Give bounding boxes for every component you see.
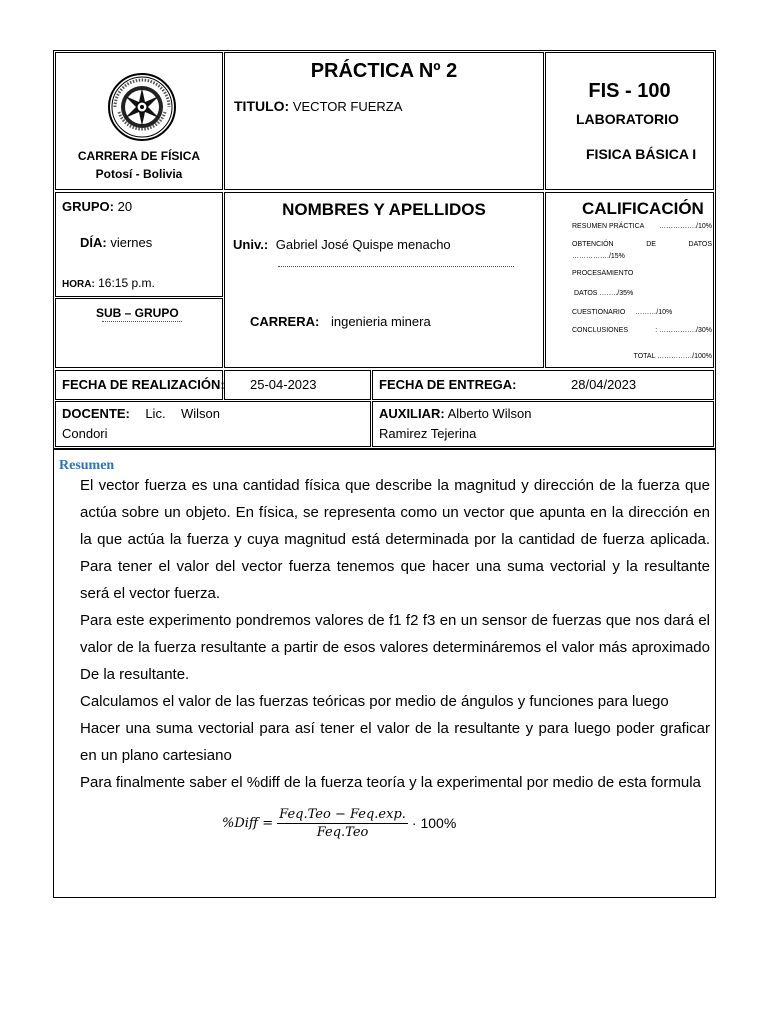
course-name: FISICA BÁSICA I bbox=[586, 146, 697, 162]
entrega-value: 28/04/2023 bbox=[571, 377, 637, 392]
grade-de-label: DE bbox=[646, 241, 656, 248]
docente-value-2: Condori bbox=[62, 426, 108, 441]
resumen-paragraph-2 bbox=[80, 553, 710, 607]
diff-formula bbox=[222, 803, 456, 843]
auxiliar-value: Alberto Wilson bbox=[447, 406, 532, 421]
grade-conclusiones-label: CONCLUSIONES bbox=[572, 327, 629, 334]
entrega-label: FECHA DE ENTREGA: bbox=[379, 377, 517, 392]
grupo-line bbox=[62, 199, 132, 214]
docente-line bbox=[62, 406, 220, 421]
formula-lhs: %Diff = bbox=[222, 815, 274, 831]
formula-denominator: Feq.Teo bbox=[316, 824, 369, 840]
course-code: FIS - 100 bbox=[588, 80, 671, 102]
resumen-p1: El vector fuerza es una cantidad física que describe la magnitud y dirección de la fuerza que actúa sobre un objeto. En física, se representa como un vector que apunta en la dirección en la que actúa la fuerza y cuya magnitud está determinada por la cantidad de fuerza aplicada. bbox=[80, 477, 710, 548]
formula-rhs: · 100% bbox=[411, 815, 457, 831]
grade-total: TOTAL ……………/100% bbox=[633, 353, 712, 360]
resumen-p5: Hacer una suma vectorial para así tener el valor de la resultante y para luego poder graficar en un plano cartesiano bbox=[80, 720, 710, 764]
auxiliar-line bbox=[379, 406, 531, 421]
univ-label: Univ.: bbox=[233, 237, 269, 252]
carrera-value: ingenieria minera bbox=[330, 314, 431, 329]
dia-label: DÍA: bbox=[80, 235, 107, 250]
univ-dots bbox=[278, 266, 514, 267]
docente-value: Lic. Wilson bbox=[145, 406, 220, 421]
institution-name: CARRERA DE FÍSICA bbox=[77, 149, 201, 163]
resumen-p2: Para tener el valor del vector fuerza tenemos que hacer una suma vectorial y la resultante será el vector fuerza. bbox=[80, 558, 710, 602]
grade-resumen-score: ……………./10% bbox=[659, 223, 712, 230]
formula-fraction bbox=[277, 807, 408, 840]
hora-value: 16:15 p.m. bbox=[98, 276, 155, 290]
resumen-paragraph-6 bbox=[80, 769, 710, 796]
dia-value: viernes bbox=[110, 235, 153, 250]
resumen-paragraph-5 bbox=[80, 715, 710, 769]
subgrupo-dots bbox=[102, 321, 182, 322]
grade-cuestionario-label: CUESTIONARIO bbox=[572, 309, 626, 316]
carrera-line bbox=[250, 314, 431, 329]
grade-conclusiones bbox=[572, 326, 712, 335]
univ-value: Gabriel José Quispe menacho bbox=[275, 237, 451, 252]
grade-cuestionario bbox=[572, 308, 712, 317]
resumen-paragraph-1a bbox=[80, 472, 710, 553]
section-separator bbox=[53, 448, 716, 450]
realizacion-label: FECHA DE REALIZACIÓN: bbox=[62, 377, 225, 392]
grade-datos: DATOS ……../35% bbox=[574, 290, 634, 297]
student-heading: NOMBRES Y APELLIDOS bbox=[282, 200, 486, 219]
grade-obtencion bbox=[572, 240, 712, 249]
hora-line bbox=[62, 276, 155, 290]
dia-line bbox=[80, 235, 152, 250]
resumen-paragraph-4 bbox=[80, 688, 710, 715]
grupo-label: GRUPO: bbox=[62, 199, 114, 214]
titulo-label: TITULO: bbox=[234, 98, 290, 114]
hora-label: HORA: bbox=[62, 279, 95, 290]
practice-title: PRÁCTICA Nº 2 bbox=[310, 60, 458, 82]
resumen-paragraph-3 bbox=[80, 607, 710, 688]
titulo-value: VECTOR FUERZA bbox=[292, 99, 403, 114]
grade-datos-label: DATOS bbox=[688, 241, 712, 248]
grade-cuestionario-score: ………/10% bbox=[635, 309, 673, 316]
formula-numerator: Feq.Teo − Feq.exp. bbox=[279, 806, 406, 822]
auxiliar-label: AUXILIAR: bbox=[379, 406, 445, 421]
subgrupo-label: SUB – GRUPO bbox=[96, 306, 179, 320]
university-seal-icon bbox=[107, 72, 177, 142]
grade-obtencion-score: ……………./15% bbox=[572, 253, 625, 260]
institution-location: Potosí - Bolivia bbox=[95, 167, 183, 181]
resumen-heading: Resumen bbox=[59, 458, 115, 473]
resumen-p6: Para finalmente saber el %diff de la fuerza teoría y la experimental por medio de esta formula bbox=[80, 774, 701, 791]
grade-resumen-label: RESUMEN PRÁCTICA bbox=[572, 223, 645, 230]
grading-heading: CALIFICACIÓN bbox=[582, 199, 704, 218]
titulo-line bbox=[234, 98, 402, 114]
docente-label: DOCENTE: bbox=[62, 406, 130, 421]
univ-line bbox=[233, 237, 451, 252]
resumen-p4: Calculamos el valor de las fuerzas teóricas por medio de ángulos y funciones para luego bbox=[80, 693, 669, 710]
course-type: LABORATORIO bbox=[576, 111, 679, 127]
grade-procesamiento: PROCESAMIENTO bbox=[572, 270, 634, 277]
resumen-p3: Para este experimento pondremos valores de f1 f2 f3 en un sensor de fuerzas que nos dará el valor de la fuerza resultante a partir de esos valores determináremos el valor más aproximado De la resultante. bbox=[80, 612, 710, 683]
carrera-label: CARRERA: bbox=[250, 314, 320, 329]
grade-conclusiones-score: : ……………./30% bbox=[655, 327, 712, 334]
auxiliar-value-2: Ramirez Tejerina bbox=[379, 426, 477, 441]
grade-resumen bbox=[572, 222, 712, 231]
grade-obtencion-label: OBTENCIÓN bbox=[572, 241, 614, 248]
realizacion-value: 25-04-2023 bbox=[250, 377, 317, 392]
grupo-value: 20 bbox=[117, 199, 133, 214]
